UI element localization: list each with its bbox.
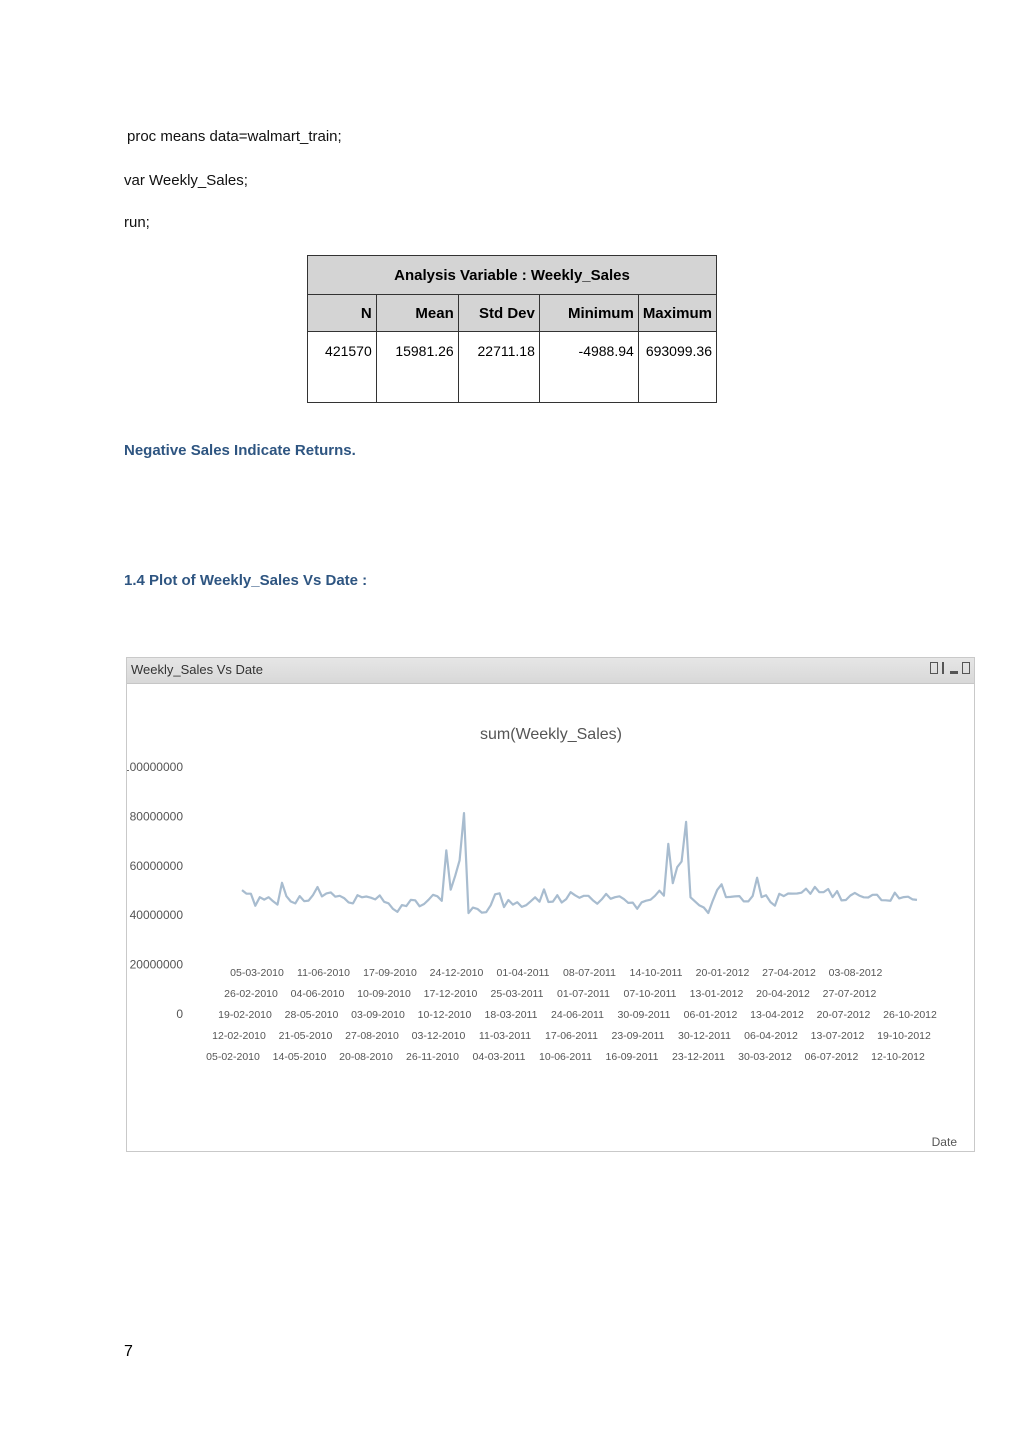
- x-tick-label: 04-06-2010: [290, 988, 345, 1000]
- x-tick-label: 20-07-2012: [816, 1009, 871, 1021]
- x-tick-label: 06-07-2012: [804, 1051, 859, 1063]
- returns-note: Negative Sales Indicate Returns.: [124, 442, 356, 459]
- x-tick-label: 08-07-2011: [563, 967, 616, 979]
- x-tick-label: 19-10-2012: [877, 1030, 931, 1042]
- table-title: Analysis Variable : Weekly_Sales: [308, 256, 717, 295]
- section-heading: 1.4 Plot of Weekly_Sales Vs Date :: [124, 572, 368, 589]
- x-tick-label: 04-03-2011: [472, 1051, 526, 1063]
- minimize-icon[interactable]: [950, 662, 958, 674]
- y-tick-label: 20000000: [129, 957, 183, 972]
- x-tick-label: 17-09-2010: [363, 967, 417, 979]
- cell-mean: 15981.26: [376, 332, 458, 403]
- y-tick-label: 60000000: [129, 858, 183, 873]
- x-axis-label: Date: [931, 1135, 957, 1149]
- header-mean: Mean: [376, 295, 458, 332]
- x-tick-label: 03-08-2012: [828, 967, 883, 979]
- header-std-dev: Std Dev: [458, 295, 539, 332]
- x-tick-label: 11-03-2011: [478, 1030, 532, 1042]
- cell-std-dev: 22711.18: [458, 332, 539, 403]
- x-tick-label: 01-04-2011: [496, 967, 550, 979]
- x-tick-label: 12-10-2012: [871, 1051, 925, 1063]
- x-tick-label: 05-02-2010: [206, 1051, 260, 1063]
- header-minimum: Minimum: [539, 295, 638, 332]
- x-tick-label: 20-08-2010: [339, 1051, 393, 1063]
- chart-window-title: Weekly_Sales Vs Date: [131, 662, 263, 677]
- x-tick-label: 26-11-2010: [406, 1051, 459, 1063]
- x-tick-label: 28-05-2010: [284, 1009, 339, 1021]
- header-maximum: Maximum: [638, 295, 716, 332]
- header-n: N: [308, 295, 377, 332]
- y-axis-ticks: [127, 760, 183, 1021]
- x-tick-label: 13-01-2012: [689, 988, 744, 1000]
- x-tick-label: 20-04-2012: [756, 988, 810, 1000]
- x-tick-label: 14-10-2011: [629, 967, 683, 979]
- x-tick-label: 27-08-2010: [345, 1030, 399, 1042]
- x-tick-label: 27-07-2012: [822, 988, 877, 1000]
- x-tick-label: 03-09-2010: [351, 1009, 405, 1021]
- x-tick-label: 12-02-2010: [212, 1030, 266, 1042]
- x-tick-label: 24-06-2011: [551, 1009, 604, 1021]
- x-tick-label: 05-03-2010: [230, 967, 284, 979]
- x-tick-label: 19-02-2010: [218, 1009, 272, 1021]
- y-tick-label: 0: [176, 1007, 183, 1021]
- x-tick-label: 06-04-2012: [744, 1030, 798, 1042]
- x-tick-label: 13-04-2012: [750, 1009, 804, 1021]
- x-tick-label: 07-10-2011: [623, 988, 677, 1000]
- x-tick-label: 16-09-2011: [605, 1051, 659, 1063]
- chart-window-header: [127, 658, 974, 684]
- x-tick-label: 17-06-2011: [545, 1030, 598, 1042]
- x-tick-label: 27-04-2012: [762, 967, 816, 979]
- x-tick-label: 03-12-2010: [411, 1030, 466, 1042]
- x-tick-label: 23-09-2011: [611, 1030, 665, 1042]
- x-tick-label: 18-03-2011: [484, 1009, 538, 1021]
- chart-title: sum(Weekly_Sales): [480, 726, 622, 743]
- code-line-proc: proc means data=walmart_train;: [127, 128, 342, 145]
- x-tick-label: 06-01-2012: [683, 1009, 738, 1021]
- x-tick-label: 11-06-2010: [297, 967, 350, 979]
- x-tick-label: 30-12-2011: [678, 1030, 731, 1042]
- y-tick-label: 80000000: [129, 809, 183, 824]
- x-tick-label: 25-03-2011: [490, 988, 544, 1000]
- x-tick-label: 10-09-2010: [357, 988, 411, 1000]
- cell-maximum: 693099.36: [638, 332, 716, 403]
- print-icon[interactable]: [930, 662, 938, 674]
- cell-minimum: -4988.94: [539, 332, 638, 403]
- code-line-var: var Weekly_Sales;: [124, 172, 248, 189]
- x-axis-ticks: [206, 967, 937, 1063]
- x-tick-label: 24-12-2010: [429, 967, 484, 979]
- x-tick-label: 13-07-2012: [810, 1030, 865, 1042]
- y-tick-label: 100000000: [127, 760, 183, 774]
- page-number: 7: [124, 1343, 133, 1360]
- analysis-variable-table: [307, 255, 717, 403]
- x-tick-label: 23-12-2011: [672, 1051, 725, 1063]
- window-controls: [930, 662, 970, 674]
- x-tick-label: 21-05-2010: [278, 1030, 333, 1042]
- bar-icon[interactable]: [942, 662, 946, 674]
- weekly-sales-series-line: [242, 813, 917, 913]
- weekly-sales-line-chart: [127, 684, 974, 1152]
- x-tick-label: 26-10-2012: [883, 1009, 937, 1021]
- x-tick-label: 26-02-2010: [224, 988, 278, 1000]
- x-tick-label: 30-03-2012: [738, 1051, 792, 1063]
- x-tick-label: 10-06-2011: [539, 1051, 592, 1063]
- x-tick-label: 01-07-2011: [557, 988, 610, 1000]
- x-tick-label: 20-01-2012: [695, 967, 750, 979]
- x-tick-label: 14-05-2010: [272, 1051, 327, 1063]
- x-tick-label: 30-09-2011: [617, 1009, 671, 1021]
- code-line-run: run;: [124, 214, 150, 231]
- maximize-icon[interactable]: [962, 662, 970, 674]
- cell-n: 421570: [308, 332, 377, 403]
- y-tick-label: 40000000: [129, 908, 183, 923]
- x-tick-label: 17-12-2010: [423, 988, 478, 1000]
- chart-window: [126, 657, 975, 1152]
- x-tick-label: 10-12-2010: [417, 1009, 472, 1021]
